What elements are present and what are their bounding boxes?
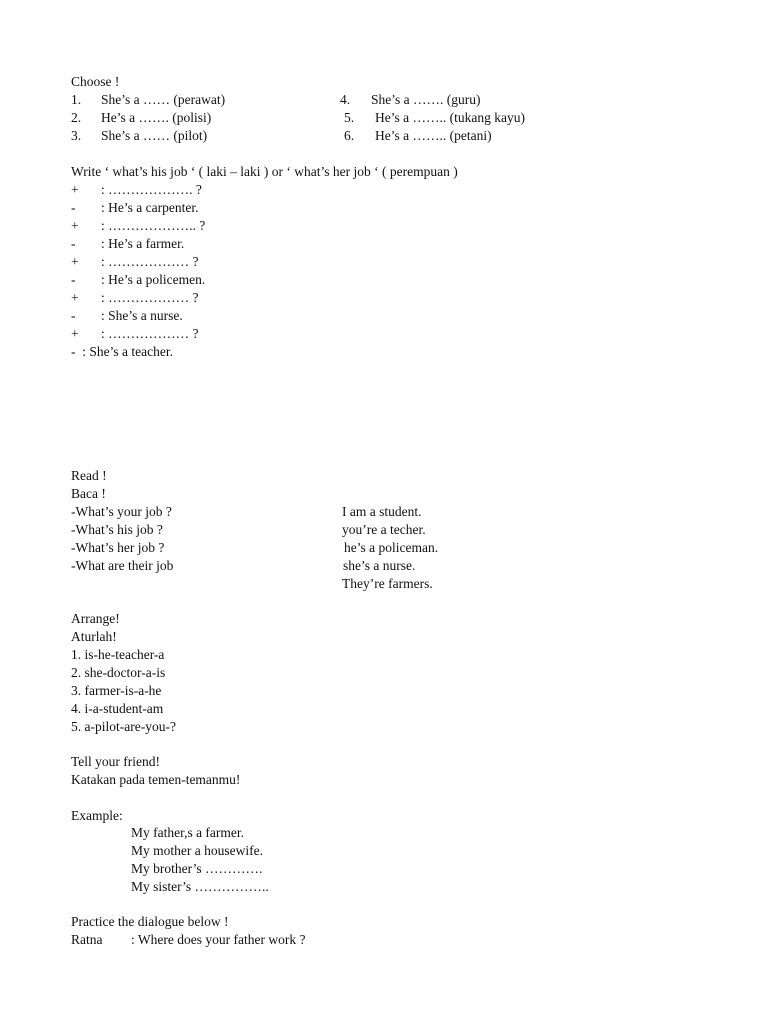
read-question: -What’s her job ? bbox=[71, 540, 165, 555]
example-line: My father,s a farmer. bbox=[131, 825, 245, 840]
write-line-text: : She’s a nurse. bbox=[101, 308, 183, 323]
write-line-text: : He’s a farmer. bbox=[101, 236, 185, 251]
read-answer: she’s a nurse. bbox=[343, 558, 416, 573]
dialogue-speaker: Ratna bbox=[71, 932, 103, 947]
example-line: My mother a housewife. bbox=[131, 843, 263, 858]
choose-item-4-number: 4. bbox=[340, 92, 351, 107]
choose-item-3-text: She’s a …… (pilot) bbox=[101, 128, 208, 143]
choose-item-5-number: 5. bbox=[344, 110, 355, 125]
arrange-item: 4. i-a-student-am bbox=[71, 701, 164, 716]
arrange-item: 3. farmer-is-a-he bbox=[71, 683, 162, 698]
choose-heading: Choose ! bbox=[71, 74, 120, 89]
read-answer: They’re farmers. bbox=[342, 576, 433, 591]
choose-item-1-number: 1. bbox=[71, 92, 82, 107]
choose-item-4-text: She’s a ……. (guru) bbox=[371, 92, 481, 107]
arrange-heading: Arrange! bbox=[71, 611, 120, 626]
write-line-text: : ……………… ? bbox=[101, 290, 199, 305]
read-answer: you’re a techer. bbox=[342, 522, 426, 537]
read-subheading: Baca ! bbox=[71, 486, 106, 501]
write-line-sign: - bbox=[71, 200, 76, 215]
example-line: My sister’s …………….. bbox=[131, 879, 269, 894]
read-question: -What’s your job ? bbox=[71, 504, 172, 519]
example-line: My brother’s …………. bbox=[131, 861, 263, 876]
write-line-sign: + bbox=[71, 290, 79, 305]
read-heading: Read ! bbox=[71, 468, 107, 483]
choose-item-2-number: 2. bbox=[71, 110, 82, 125]
example-heading: Example: bbox=[71, 808, 123, 823]
practice-heading: Practice the dialogue below ! bbox=[71, 914, 229, 929]
write-line-sign: - bbox=[71, 308, 76, 323]
read-question: -What’s his job ? bbox=[71, 522, 163, 537]
choose-item-2-text: He’s a ……. (polisi) bbox=[101, 110, 212, 125]
choose-item-1-text: She’s a …… (perawat) bbox=[101, 92, 226, 107]
arrange-item: 5. a-pilot-are-you-? bbox=[71, 719, 176, 734]
write-line-text: : ……………… ? bbox=[101, 326, 199, 341]
write-line-sign: + bbox=[71, 326, 79, 341]
write-line-text: : ……………… ? bbox=[101, 254, 199, 269]
write-line-text: : ……………….. ? bbox=[101, 218, 206, 233]
write-last-line: - : She’s a teacher. bbox=[71, 344, 173, 359]
write-line-sign: + bbox=[71, 218, 79, 233]
write-line-text: : He’s a carpenter. bbox=[101, 200, 199, 215]
read-question: -What are their job bbox=[71, 558, 174, 573]
choose-item-3-number: 3. bbox=[71, 128, 82, 143]
arrange-item: 2. she-doctor-a-is bbox=[71, 665, 166, 680]
tell-heading: Tell your friend! bbox=[71, 754, 161, 769]
write-instruction: Write ‘ what’s his job ‘ ( laki – laki ) or ‘ what’s her job ‘ ( perempuan ) bbox=[71, 164, 458, 179]
write-line-text: : ………………. ? bbox=[101, 182, 202, 197]
choose-item-6-text: He’s a …….. (petani) bbox=[375, 128, 492, 143]
tell-subheading: Katakan pada temen-temanmu! bbox=[71, 772, 241, 787]
choose-item-6-number: 6. bbox=[344, 128, 355, 143]
arrange-subheading: Aturlah! bbox=[71, 629, 117, 644]
write-line-sign: - bbox=[71, 272, 76, 287]
read-answer: he’s a policeman. bbox=[344, 540, 439, 555]
write-line-sign: + bbox=[71, 182, 79, 197]
read-answer: I am a student. bbox=[342, 504, 422, 519]
choose-item-5-text: He’s a …….. (tukang kayu) bbox=[375, 110, 525, 125]
write-line-text: : He’s a policemen. bbox=[101, 272, 206, 287]
write-line-sign: - bbox=[71, 236, 76, 251]
arrange-item: 1. is-he-teacher-a bbox=[71, 647, 165, 662]
dialogue-line: : Where does your father work ? bbox=[131, 932, 306, 947]
write-line-sign: + bbox=[71, 254, 79, 269]
